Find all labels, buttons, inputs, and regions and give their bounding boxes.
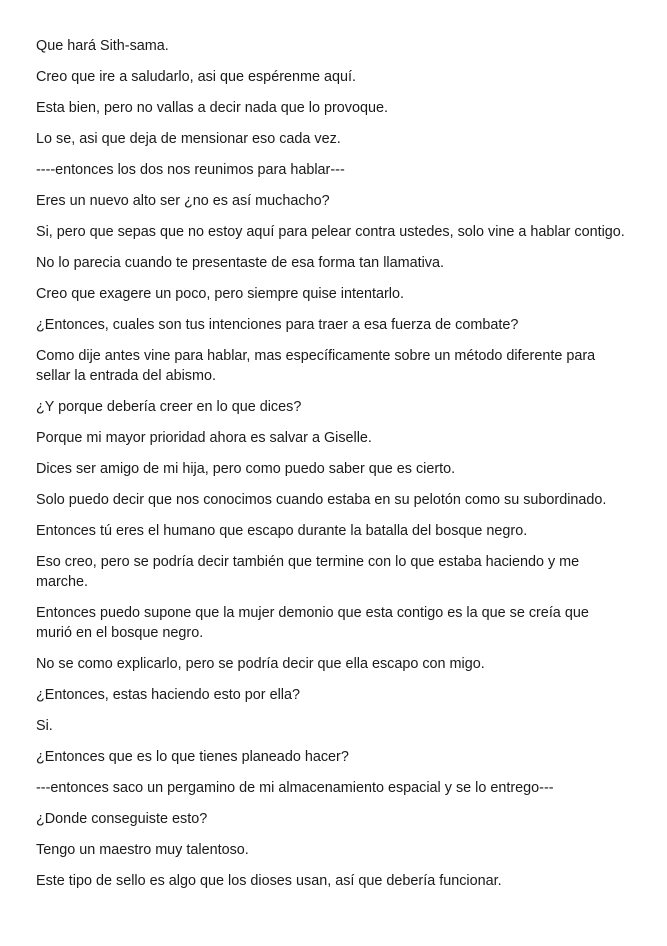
paragraph: Si. [36,718,53,734]
paragraph: Eso creo, pero se podría decir también que termine con lo que estaba haciendo y me marche. [36,554,580,590]
paragraph: Creo que ire a saludarlo, asi que espérenme aquí. [36,69,356,85]
paragraph: No lo parecia cuando te presentaste de esa forma tan llamativa. [36,255,444,271]
paragraph: ¿Y porque debería creer en lo que dices? [36,399,302,415]
paragraph: No se como explicarlo, pero se podría decir que ella escapo con migo. [36,656,485,672]
paragraph: Porque mi mayor prioridad ahora es salvar a Giselle. [36,430,372,446]
paragraph: ¿Entonces, estas haciendo esto por ella? [36,687,300,703]
paragraph: Esta bien, pero no vallas a decir nada que lo provoque. [36,100,389,116]
paragraph: ¿Entonces, cuales son tus intenciones para traer a esa fuerza de combate? [36,317,519,333]
paragraph: Entonces tú eres el humano que escapo durante la batalla del bosque negro. [36,523,528,539]
paragraph: ----entonces los dos nos reunimos para hablar--- [36,162,345,178]
paragraph: ¿Donde conseguiste esto? [36,811,208,827]
paragraph: ---entonces saco un pergamino de mi almacenamiento espacial y se lo entrego--- [36,780,554,796]
paragraph: ¿Entonces que es lo que tienes planeado hacer? [36,749,349,765]
paragraph: Eres un nuevo alto ser ¿no es así muchacho? [36,193,330,209]
document-text-body [36,36,626,902]
paragraph: Como dije antes vine para hablar, mas específicamente sobre un método diferente para sellar la entrada del abismo. [36,348,596,384]
paragraph: Solo puedo decir que nos conocimos cuando estaba en su pelotón como su subordinado. [36,492,607,508]
paragraph: Este tipo de sello es algo que los dioses usan, así que debería funcionar. [36,873,502,889]
paragraph: Lo se, asi que deja de mensionar eso cada vez. [36,131,341,147]
paragraph: Si, pero que sepas que no estoy aquí para pelear contra ustedes, solo vine a hablar contigo. [36,224,625,240]
paragraph: Tengo un maestro muy talentoso. [36,842,249,858]
paragraph: Dices ser amigo de mi hija, pero como puedo saber que es cierto. [36,461,456,477]
paragraph: Que hará Sith-sama. [36,38,169,54]
paragraph: Creo que exagere un poco, pero siempre quise intentarlo. [36,286,404,302]
paragraph: Entonces puedo supone que la mujer demonio que esta contigo es la que se creía que murió en el bosque negro. [36,605,589,641]
